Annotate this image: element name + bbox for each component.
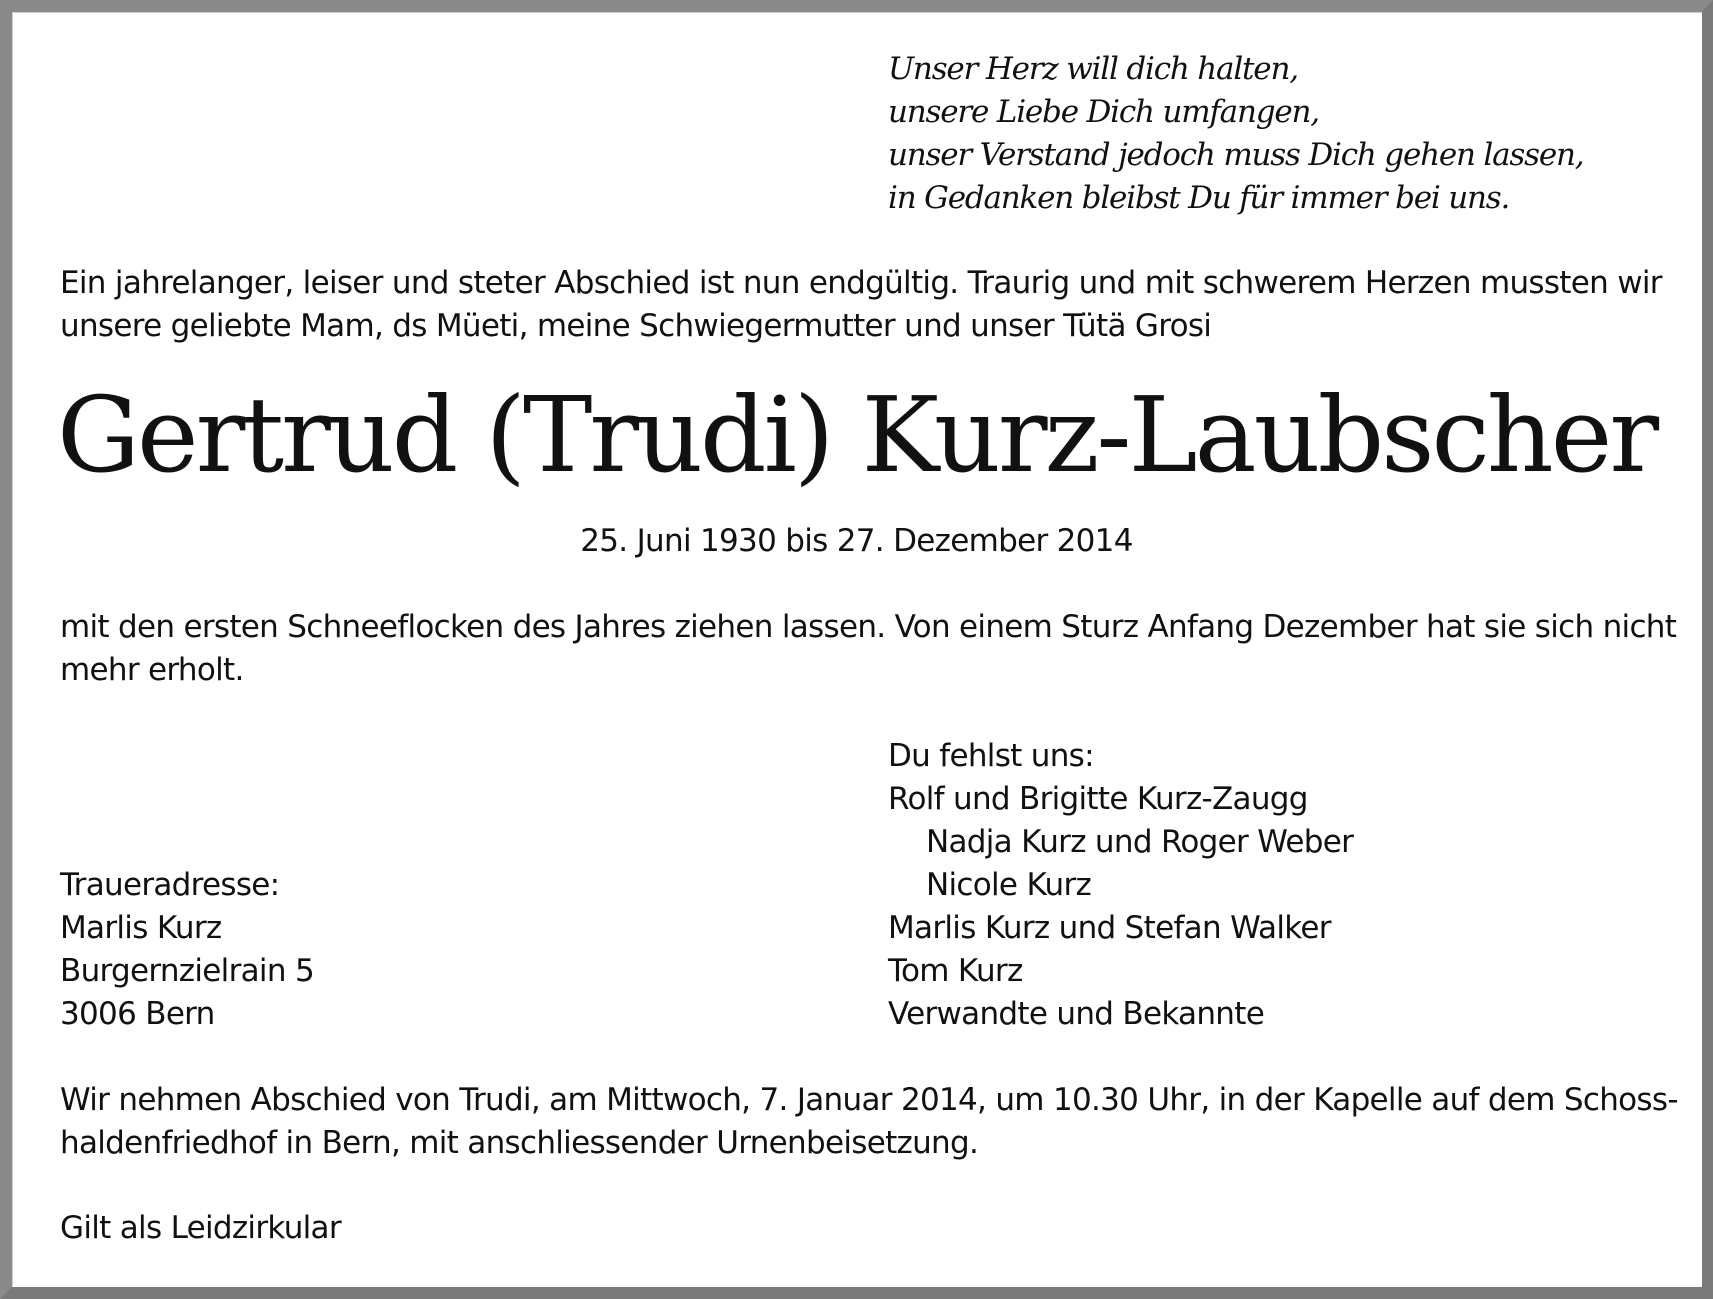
mourner-entry: Nicole Kurz	[926, 867, 1092, 903]
mourner-entry: Tom Kurz	[888, 953, 1023, 989]
intro-paragraph	[60, 262, 1660, 348]
mourner-entry: Nadja Kurz und Roger Weber	[926, 824, 1354, 860]
intro-line: unsere geliebte Mam, ds Müeti, meine Schwiegermutter und unser Tütä Grosi	[60, 308, 1212, 344]
poem-line: Unser Herz will dich halten,	[888, 51, 1298, 87]
mourners-heading: Du fehlst uns:	[888, 738, 1094, 774]
deceased-name: Gertrud (Trudi) Kurz-Laubscher	[56, 374, 1657, 496]
intro-line: Ein jahrelanger, leiser und steter Abschied ist nun endgültig. Traurig und mit schwerem Herzen mussten wir	[60, 265, 1662, 301]
mourner-entry: Verwandte und Bekannte	[888, 996, 1265, 1032]
address-heading: Traueradresse:	[60, 867, 280, 903]
service-line: haldenfriedhof in Bern, mit anschliessender Urnenbeisetzung.	[60, 1125, 979, 1161]
mourning-address	[60, 864, 314, 1036]
service-paragraph	[60, 1079, 1678, 1165]
mourners-list	[888, 735, 1353, 1036]
address-line: Burgernzielrain 5	[60, 953, 314, 989]
poem-line: in Gedanken bleibst Du für immer bei uns.	[888, 180, 1510, 216]
life-dates: 25. Juni 1930 bis 27. Dezember 2014	[580, 523, 1133, 559]
continuation-paragraph	[60, 606, 1677, 692]
service-line: Wir nehmen Abschied von Trudi, am Mittwoch, 7. Januar 2014, um 10.30 Uhr, in der Kapelle auf dem Schoss-	[60, 1082, 1678, 1118]
mourner-entry: Marlis Kurz und Stefan Walker	[888, 910, 1331, 946]
address-line: Marlis Kurz	[60, 910, 222, 946]
footer-note-text: Gilt als Leidzirkular	[60, 1210, 341, 1246]
footer-note	[60, 1207, 1660, 1250]
mourner-entry: Rolf und Brigitte Kurz-Zaugg	[888, 781, 1308, 817]
address-line: 3006 Bern	[60, 996, 215, 1032]
poem-line: unser Verstand jedoch muss Dich gehen lassen,	[888, 137, 1584, 173]
continuation-line: mit den ersten Schneeflocken des Jahres ziehen lassen. Von einem Sturz Anfang Dezember hat sie sich nicht	[60, 609, 1677, 645]
memorial-poem	[888, 48, 1583, 220]
poem-line: unsere Liebe Dich umfangen,	[888, 94, 1319, 130]
continuation-line: mehr erholt.	[60, 652, 244, 688]
